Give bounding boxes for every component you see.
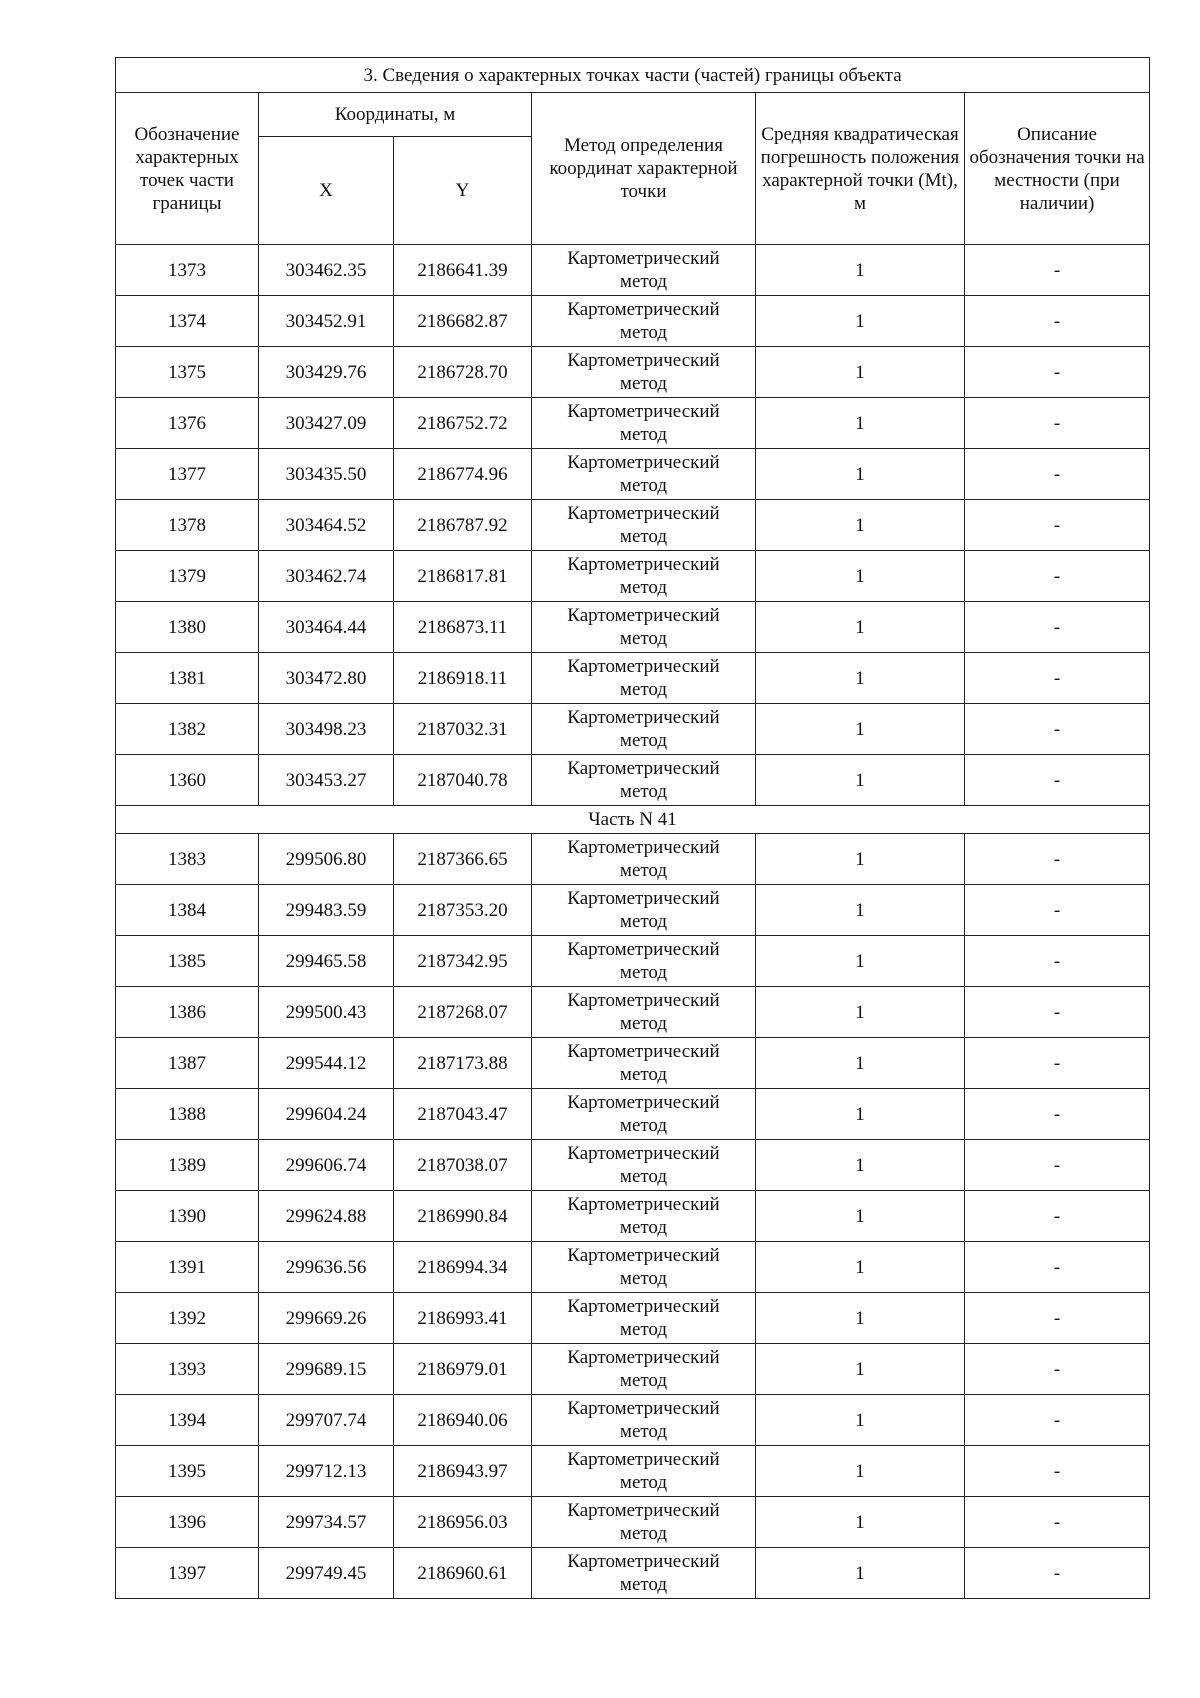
method-line-1: Картометрический (567, 1347, 720, 1368)
cell-point: 1378 (116, 500, 259, 551)
part-label: Часть N 41 (116, 806, 1150, 834)
method-line-1: Картометрический (567, 1092, 720, 1113)
cell-point: 1392 (116, 1293, 259, 1344)
cell-description: - (965, 398, 1150, 449)
method-line-2: метод (619, 1421, 668, 1442)
cell-method (532, 245, 756, 296)
cell-mt: 1 (756, 1395, 965, 1446)
cell-y: 2186728.70 (394, 347, 532, 398)
cell-method (532, 1038, 756, 1089)
cell-x: 303464.44 (259, 602, 394, 653)
cell-method (532, 1293, 756, 1344)
method-line-2: метод (619, 1166, 668, 1187)
method-line-1: Картометрический (567, 888, 720, 909)
cell-mt: 1 (756, 704, 965, 755)
cell-method (532, 1242, 756, 1293)
method-line-1: Картометрический (567, 401, 720, 422)
cell-x: 299636.56 (259, 1242, 394, 1293)
cell-description: - (965, 1548, 1150, 1599)
method-line-1: Картометрический (567, 939, 720, 960)
cell-y: 2187038.07 (394, 1140, 532, 1191)
table-title: 3. Сведения о характерных точках части (частей) границы объекта (116, 58, 1150, 93)
method-line-1: Картометрический (567, 656, 720, 677)
cell-mt: 1 (756, 245, 965, 296)
cell-mt: 1 (756, 398, 965, 449)
cell-mt: 1 (756, 885, 965, 936)
cell-mt: 1 (756, 1548, 965, 1599)
cell-x: 299606.74 (259, 1140, 394, 1191)
cell-method (532, 834, 756, 885)
cell-description: - (965, 500, 1150, 551)
cell-y: 2186817.81 (394, 551, 532, 602)
cell-description: - (965, 1446, 1150, 1497)
cell-y: 2187173.88 (394, 1038, 532, 1089)
cell-x: 299544.12 (259, 1038, 394, 1089)
method-line-1: Картометрический (567, 554, 720, 575)
cell-x: 303453.27 (259, 755, 394, 806)
cell-y: 2186873.11 (394, 602, 532, 653)
cell-point: 1391 (116, 1242, 259, 1293)
cell-y: 2187366.65 (394, 834, 532, 885)
table-row (116, 987, 1150, 1038)
header-row-1 (116, 93, 1150, 137)
method-line-1: Картометрический (567, 1500, 720, 1521)
cell-y: 2186641.39 (394, 245, 532, 296)
cell-method (532, 1089, 756, 1140)
method-line-2: метод (619, 373, 668, 394)
cell-description: - (965, 834, 1150, 885)
method-line-2: метод (619, 730, 668, 751)
cell-mt: 1 (756, 296, 965, 347)
cell-method (532, 755, 756, 806)
cell-method (532, 1395, 756, 1446)
table-row (116, 704, 1150, 755)
method-line-2: метод (619, 322, 668, 343)
method-line-2: метод (619, 1268, 668, 1289)
cell-description: - (965, 936, 1150, 987)
table-row (116, 1446, 1150, 1497)
table-row (116, 1497, 1150, 1548)
table-row (116, 296, 1150, 347)
cell-y: 2186993.41 (394, 1293, 532, 1344)
method-line-1: Картометрический (567, 1194, 720, 1215)
table-row (116, 602, 1150, 653)
cell-mt: 1 (756, 834, 965, 885)
cell-point: 1387 (116, 1038, 259, 1089)
method-line-1: Картометрический (567, 1041, 720, 1062)
cell-mt: 1 (756, 1497, 965, 1548)
method-line-2: метод (619, 860, 668, 881)
method-line-2: метод (619, 475, 668, 496)
table-row (116, 653, 1150, 704)
cell-point: 1397 (116, 1548, 259, 1599)
cell-point: 1393 (116, 1344, 259, 1395)
cell-mt: 1 (756, 449, 965, 500)
cell-x: 299669.26 (259, 1293, 394, 1344)
cell-method (532, 885, 756, 936)
cell-mt: 1 (756, 602, 965, 653)
method-line-2: метод (619, 1319, 668, 1340)
cell-method (532, 1497, 756, 1548)
cell-mt: 1 (756, 1242, 965, 1293)
header-y: Y (394, 137, 532, 245)
cell-method (532, 653, 756, 704)
cell-point: 1381 (116, 653, 259, 704)
cell-point: 1385 (116, 936, 259, 987)
header-coordinates: Координаты, м (259, 93, 532, 137)
cell-y: 2186990.84 (394, 1191, 532, 1242)
cell-mt: 1 (756, 1446, 965, 1497)
cell-description: - (965, 755, 1150, 806)
cell-description: - (965, 987, 1150, 1038)
cell-point: 1375 (116, 347, 259, 398)
cell-description: - (965, 1242, 1150, 1293)
method-line-2: метод (619, 962, 668, 983)
cell-y: 2186960.61 (394, 1548, 532, 1599)
cell-method (532, 704, 756, 755)
part-label-row (116, 806, 1150, 834)
header-designation: Обозначение характерных точек части границы (116, 93, 259, 245)
cell-point: 1395 (116, 1446, 259, 1497)
table-row (116, 755, 1150, 806)
cell-description: - (965, 1038, 1150, 1089)
table-row (116, 834, 1150, 885)
cell-y: 2186918.11 (394, 653, 532, 704)
cell-description: - (965, 1344, 1150, 1395)
cell-point: 1360 (116, 755, 259, 806)
cell-point: 1386 (116, 987, 259, 1038)
method-line-2: метод (619, 1064, 668, 1085)
cell-mt: 1 (756, 755, 965, 806)
cell-point: 1389 (116, 1140, 259, 1191)
cell-description: - (965, 551, 1150, 602)
cell-method (532, 1140, 756, 1191)
cell-y: 2186994.34 (394, 1242, 532, 1293)
table-row (116, 936, 1150, 987)
cell-x: 303462.74 (259, 551, 394, 602)
cell-description: - (965, 704, 1150, 755)
method-line-1: Картометрический (567, 503, 720, 524)
header-description: Описание обозначения точки на местности (при наличии) (965, 93, 1150, 245)
cell-point: 1388 (116, 1089, 259, 1140)
table-row (116, 1089, 1150, 1140)
cell-point: 1384 (116, 885, 259, 936)
table-row (116, 1293, 1150, 1344)
cell-point: 1390 (116, 1191, 259, 1242)
cell-method (532, 1548, 756, 1599)
header-method: Метод определения координат характерной точки (532, 93, 756, 245)
cell-mt: 1 (756, 1344, 965, 1395)
cell-point: 1379 (116, 551, 259, 602)
method-line-1: Картометрический (567, 605, 720, 626)
cell-mt: 1 (756, 653, 965, 704)
header-error: Средняя квадратическая погрешность положения характерной точки (Mt), м (756, 93, 965, 245)
method-line-1: Картометрический (567, 1449, 720, 1470)
cell-description: - (965, 602, 1150, 653)
table-row (116, 245, 1150, 296)
cell-description: - (965, 885, 1150, 936)
table-row (116, 1344, 1150, 1395)
method-line-2: метод (619, 1574, 668, 1595)
cell-x: 299749.45 (259, 1548, 394, 1599)
method-line-1: Картометрический (567, 758, 720, 779)
table-row (116, 347, 1150, 398)
cell-x: 299624.88 (259, 1191, 394, 1242)
table-row (116, 1548, 1150, 1599)
cell-description: - (965, 1497, 1150, 1548)
table-title-row (116, 58, 1150, 93)
method-line-2: метод (619, 526, 668, 547)
cell-mt: 1 (756, 500, 965, 551)
cell-method (532, 551, 756, 602)
table-row (116, 500, 1150, 551)
table-row (116, 449, 1150, 500)
cell-x: 303435.50 (259, 449, 394, 500)
cell-method (532, 500, 756, 551)
cell-method (532, 398, 756, 449)
cell-y: 2187043.47 (394, 1089, 532, 1140)
cell-x: 299500.43 (259, 987, 394, 1038)
header-x: X (259, 137, 394, 245)
cell-method (532, 1191, 756, 1242)
table-row (116, 1140, 1150, 1191)
method-line-2: метод (619, 1523, 668, 1544)
cell-x: 303452.91 (259, 296, 394, 347)
method-line-2: метод (619, 911, 668, 932)
cell-mt: 1 (756, 987, 965, 1038)
cell-point: 1394 (116, 1395, 259, 1446)
table-row (116, 1038, 1150, 1089)
method-line-2: метод (619, 628, 668, 649)
cell-y: 2186956.03 (394, 1497, 532, 1548)
cell-point: 1396 (116, 1497, 259, 1548)
cell-x: 299689.15 (259, 1344, 394, 1395)
method-line-2: метод (619, 1217, 668, 1238)
method-line-2: метод (619, 424, 668, 445)
cell-mt: 1 (756, 1191, 965, 1242)
cell-method (532, 1446, 756, 1497)
table-row (116, 398, 1150, 449)
cell-point: 1376 (116, 398, 259, 449)
cell-x: 299483.59 (259, 885, 394, 936)
cell-description: - (965, 449, 1150, 500)
cell-x: 303472.80 (259, 653, 394, 704)
cell-x: 299712.13 (259, 1446, 394, 1497)
cell-y: 2186943.97 (394, 1446, 532, 1497)
cell-mt: 1 (756, 347, 965, 398)
cell-description: - (965, 1089, 1150, 1140)
method-line-1: Картометрический (567, 1551, 720, 1572)
cell-method (532, 1344, 756, 1395)
cell-mt: 1 (756, 1293, 965, 1344)
method-line-1: Картометрический (567, 1398, 720, 1419)
cell-y: 2186774.96 (394, 449, 532, 500)
table-row (116, 885, 1150, 936)
method-line-1: Картометрический (567, 1143, 720, 1164)
cell-method (532, 347, 756, 398)
cell-x: 299604.24 (259, 1089, 394, 1140)
boundary-points-table (115, 57, 1150, 1599)
cell-method (532, 296, 756, 347)
cell-point: 1380 (116, 602, 259, 653)
cell-y: 2186682.87 (394, 296, 532, 347)
method-line-2: метод (619, 271, 668, 292)
method-line-2: метод (619, 781, 668, 802)
method-line-2: метод (619, 679, 668, 700)
method-line-1: Картометрический (567, 350, 720, 371)
cell-x: 303464.52 (259, 500, 394, 551)
method-line-1: Картометрический (567, 707, 720, 728)
cell-y: 2187342.95 (394, 936, 532, 987)
method-line-1: Картометрический (567, 452, 720, 473)
cell-y: 2187268.07 (394, 987, 532, 1038)
cell-y: 2187353.20 (394, 885, 532, 936)
cell-method (532, 936, 756, 987)
method-line-1: Картометрический (567, 299, 720, 320)
cell-description: - (965, 245, 1150, 296)
method-line-2: метод (619, 1370, 668, 1391)
method-line-2: метод (619, 1472, 668, 1493)
cell-mt: 1 (756, 1140, 965, 1191)
cell-y: 2186940.06 (394, 1395, 532, 1446)
method-line-2: метод (619, 1115, 668, 1136)
cell-x: 303462.35 (259, 245, 394, 296)
method-line-1: Картометрический (567, 837, 720, 858)
method-line-2: метод (619, 577, 668, 598)
cell-y: 2187032.31 (394, 704, 532, 755)
cell-description: - (965, 296, 1150, 347)
cell-mt: 1 (756, 936, 965, 987)
table-row (116, 551, 1150, 602)
cell-point: 1383 (116, 834, 259, 885)
cell-x: 299465.58 (259, 936, 394, 987)
cell-method (532, 602, 756, 653)
method-line-1: Картометрический (567, 990, 720, 1011)
method-line-1: Картометрический (567, 248, 720, 269)
cell-x: 299734.57 (259, 1497, 394, 1548)
cell-method (532, 449, 756, 500)
cell-description: - (965, 1395, 1150, 1446)
method-line-2: метод (619, 1013, 668, 1034)
table-row (116, 1242, 1150, 1293)
cell-x: 299707.74 (259, 1395, 394, 1446)
cell-description: - (965, 1191, 1150, 1242)
cell-description: - (965, 1293, 1150, 1344)
cell-method (532, 987, 756, 1038)
cell-x: 303427.09 (259, 398, 394, 449)
table-row (116, 1191, 1150, 1242)
cell-description: - (965, 653, 1150, 704)
cell-description: - (965, 347, 1150, 398)
cell-y: 2186979.01 (394, 1344, 532, 1395)
table-body (116, 245, 1150, 1599)
cell-mt: 1 (756, 1089, 965, 1140)
cell-mt: 1 (756, 1038, 965, 1089)
cell-point: 1374 (116, 296, 259, 347)
table-row (116, 1395, 1150, 1446)
cell-point: 1377 (116, 449, 259, 500)
method-line-1: Картометрический (567, 1296, 720, 1317)
cell-x: 299506.80 (259, 834, 394, 885)
cell-point: 1373 (116, 245, 259, 296)
table-header (116, 58, 1150, 245)
cell-x: 303429.76 (259, 347, 394, 398)
cell-y: 2186752.72 (394, 398, 532, 449)
cell-x: 303498.23 (259, 704, 394, 755)
cell-mt: 1 (756, 551, 965, 602)
method-line-1: Картометрический (567, 1245, 720, 1266)
cell-y: 2187040.78 (394, 755, 532, 806)
cell-description: - (965, 1140, 1150, 1191)
cell-y: 2186787.92 (394, 500, 532, 551)
cell-point: 1382 (116, 704, 259, 755)
